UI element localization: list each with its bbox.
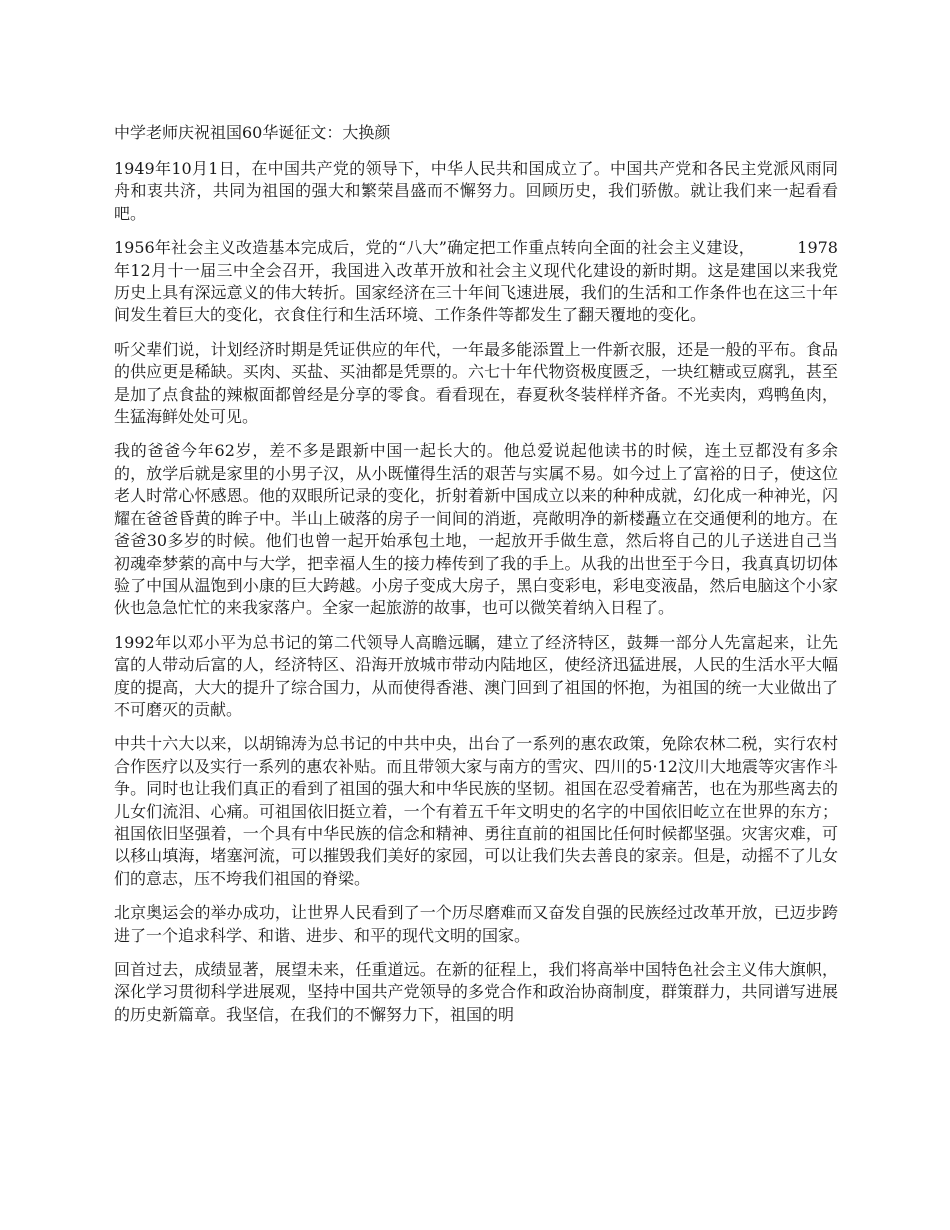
paragraph-6: 中共十六大以来，以胡锦涛为总书记的中共中央，出台了一系列的惠农政策，免除农林二税，实行农村合作医疗以及实行一系列的惠农补贴。而且带领大家与南方的雪灾、四川的5·12汶川大地震等灾害作斗争。同时也让我们真正的看到了祖国的强大和中华民族的坚韧。祖国在忍受着痛苦，也在为那些离去的儿女们流泪、心痛。可祖国依旧挺立着，一个有着五千年文明史的名字的中国依旧屹立在世界的东方；祖国依旧坚强着，一个具有中华民族的信念和精神、勇往直前的祖国比任何时候都坚强。灾害灾难，可以移山填海，堵塞河流，可以摧毁我们美好的家园，可以让我们失去善良的家亲。但是，动摇不了儿女们的意志，压不垮我们祖国的脊梁。 — [114, 734, 838, 888]
paragraph-1: 1949年10月1日，在中国共产党的领导下，中华人民共和国成立了。中国共产党和各民主党派风雨同舟和衷共济，共同为祖国的强大和繁荣昌盛而不懈努力。回顾历史，我们骄傲。就让我们来一起看看吧。 — [114, 159, 838, 223]
paragraph-7: 北京奥运会的举办成功，让世界人民看到了一个历尽磨难而又奋发自强的民族经过改革开放，已迈步跨进了一个追求科学、和谐、进步、和平的现代文明的国家。 — [114, 903, 838, 945]
document-title: 中学老师庆祝祖国60华诞征文：大换颜 — [114, 123, 391, 142]
paragraph-2: 1956年社会主义改造基本完成后，党的“八大”确定把工作重点转向全面的社会主义建设， 1978年12月十一届三中全会召开，我国进入改革开放和社会主义现代化建设的新时期。这是建国以来我党历史上具有深远意义的伟大转折。国家经济在三十年间飞速进展，我们的生活和工作条件也在这三十年间发生着巨大的变化，衣食住行和生活环境、工作条件等都发生了翻天覆地的变化。 — [114, 238, 838, 325]
paragraph-5: 1992年以邓小平为总书记的第二代领导人高瞻远瞩，建立了经济特区，鼓舞一部分人先富起来，让先富的人带动后富的人，经济特区、沿海开放城市带动内陆地区，使经济迅猛进展，人民的生活水平大幅度的提高，大大的提升了综合国力，从而使得香港、澳门回到了祖国的怀抱，为祖国的统一大业做出了不可磨灭的贡献。 — [114, 632, 838, 719]
paragraph-4: 我的爸爸今年62岁，差不多是跟新中国一起长大的。他总爱说起他读书的时候，连土豆都没有多余的，放学后就是家里的小男子汉，从小既懂得生活的艰苦与实属不易。如今过上了富裕的日子，使这位老人时常心怀感恩。他的双眼所记录的变化，折射着新中国成立以来的种种成就，幻化成一种神光，闪耀在爸爸昏黄的眸子中。半山上破落的房子一间间的消逝，亮敞明净的新楼矗立在交通便利的地方。在爸爸30多岁的时候。他们也曾一起开始承包土地，一起放开手做生意，然后将自己的儿子送进自己当初魂牵梦萦的高中与大学，把幸福人生的接力棒传到了我的手上。从我的出世至于今日，我真真切切体验了中国从温饱到小康的巨大跨越。小房子变成大房子，黑白变彩电，彩电变液晶，然后电脑这个小家伙也急急忙忙的来我家落户。全家一起旅游的故事，也可以微笑着纳入日程了。 — [114, 441, 838, 618]
document-page — [114, 122, 838, 1038]
paragraph-8: 回首过去，成绩显著，展望未来，任重道远。在新的征程上，我们将高举中国特色社会主义伟大旗帜，深化学习贯彻科学进展观，坚持中国共产党领导的多党合作和政治协商制度，群策群力，共同谱写进展的历史新篇章。我坚信，在我们的不懈努力下，祖国的明 — [114, 960, 838, 1024]
paragraph-3: 听父辈们说，计划经济时期是凭证供应的年代，一年最多能添置上一件新衣服，还是一般的平布。食品的供应更是稀缺。买肉、买盐、买油都是凭票的。六七十年代物资极度匮乏，一块红糖或豆腐乳，甚至是加了点食盐的辣椒面都曾经是分享的零食。看看现在，春夏秋冬装样样齐备。不光卖肉，鸡鸭鱼肉，生猛海鲜处处可见。 — [114, 339, 838, 427]
